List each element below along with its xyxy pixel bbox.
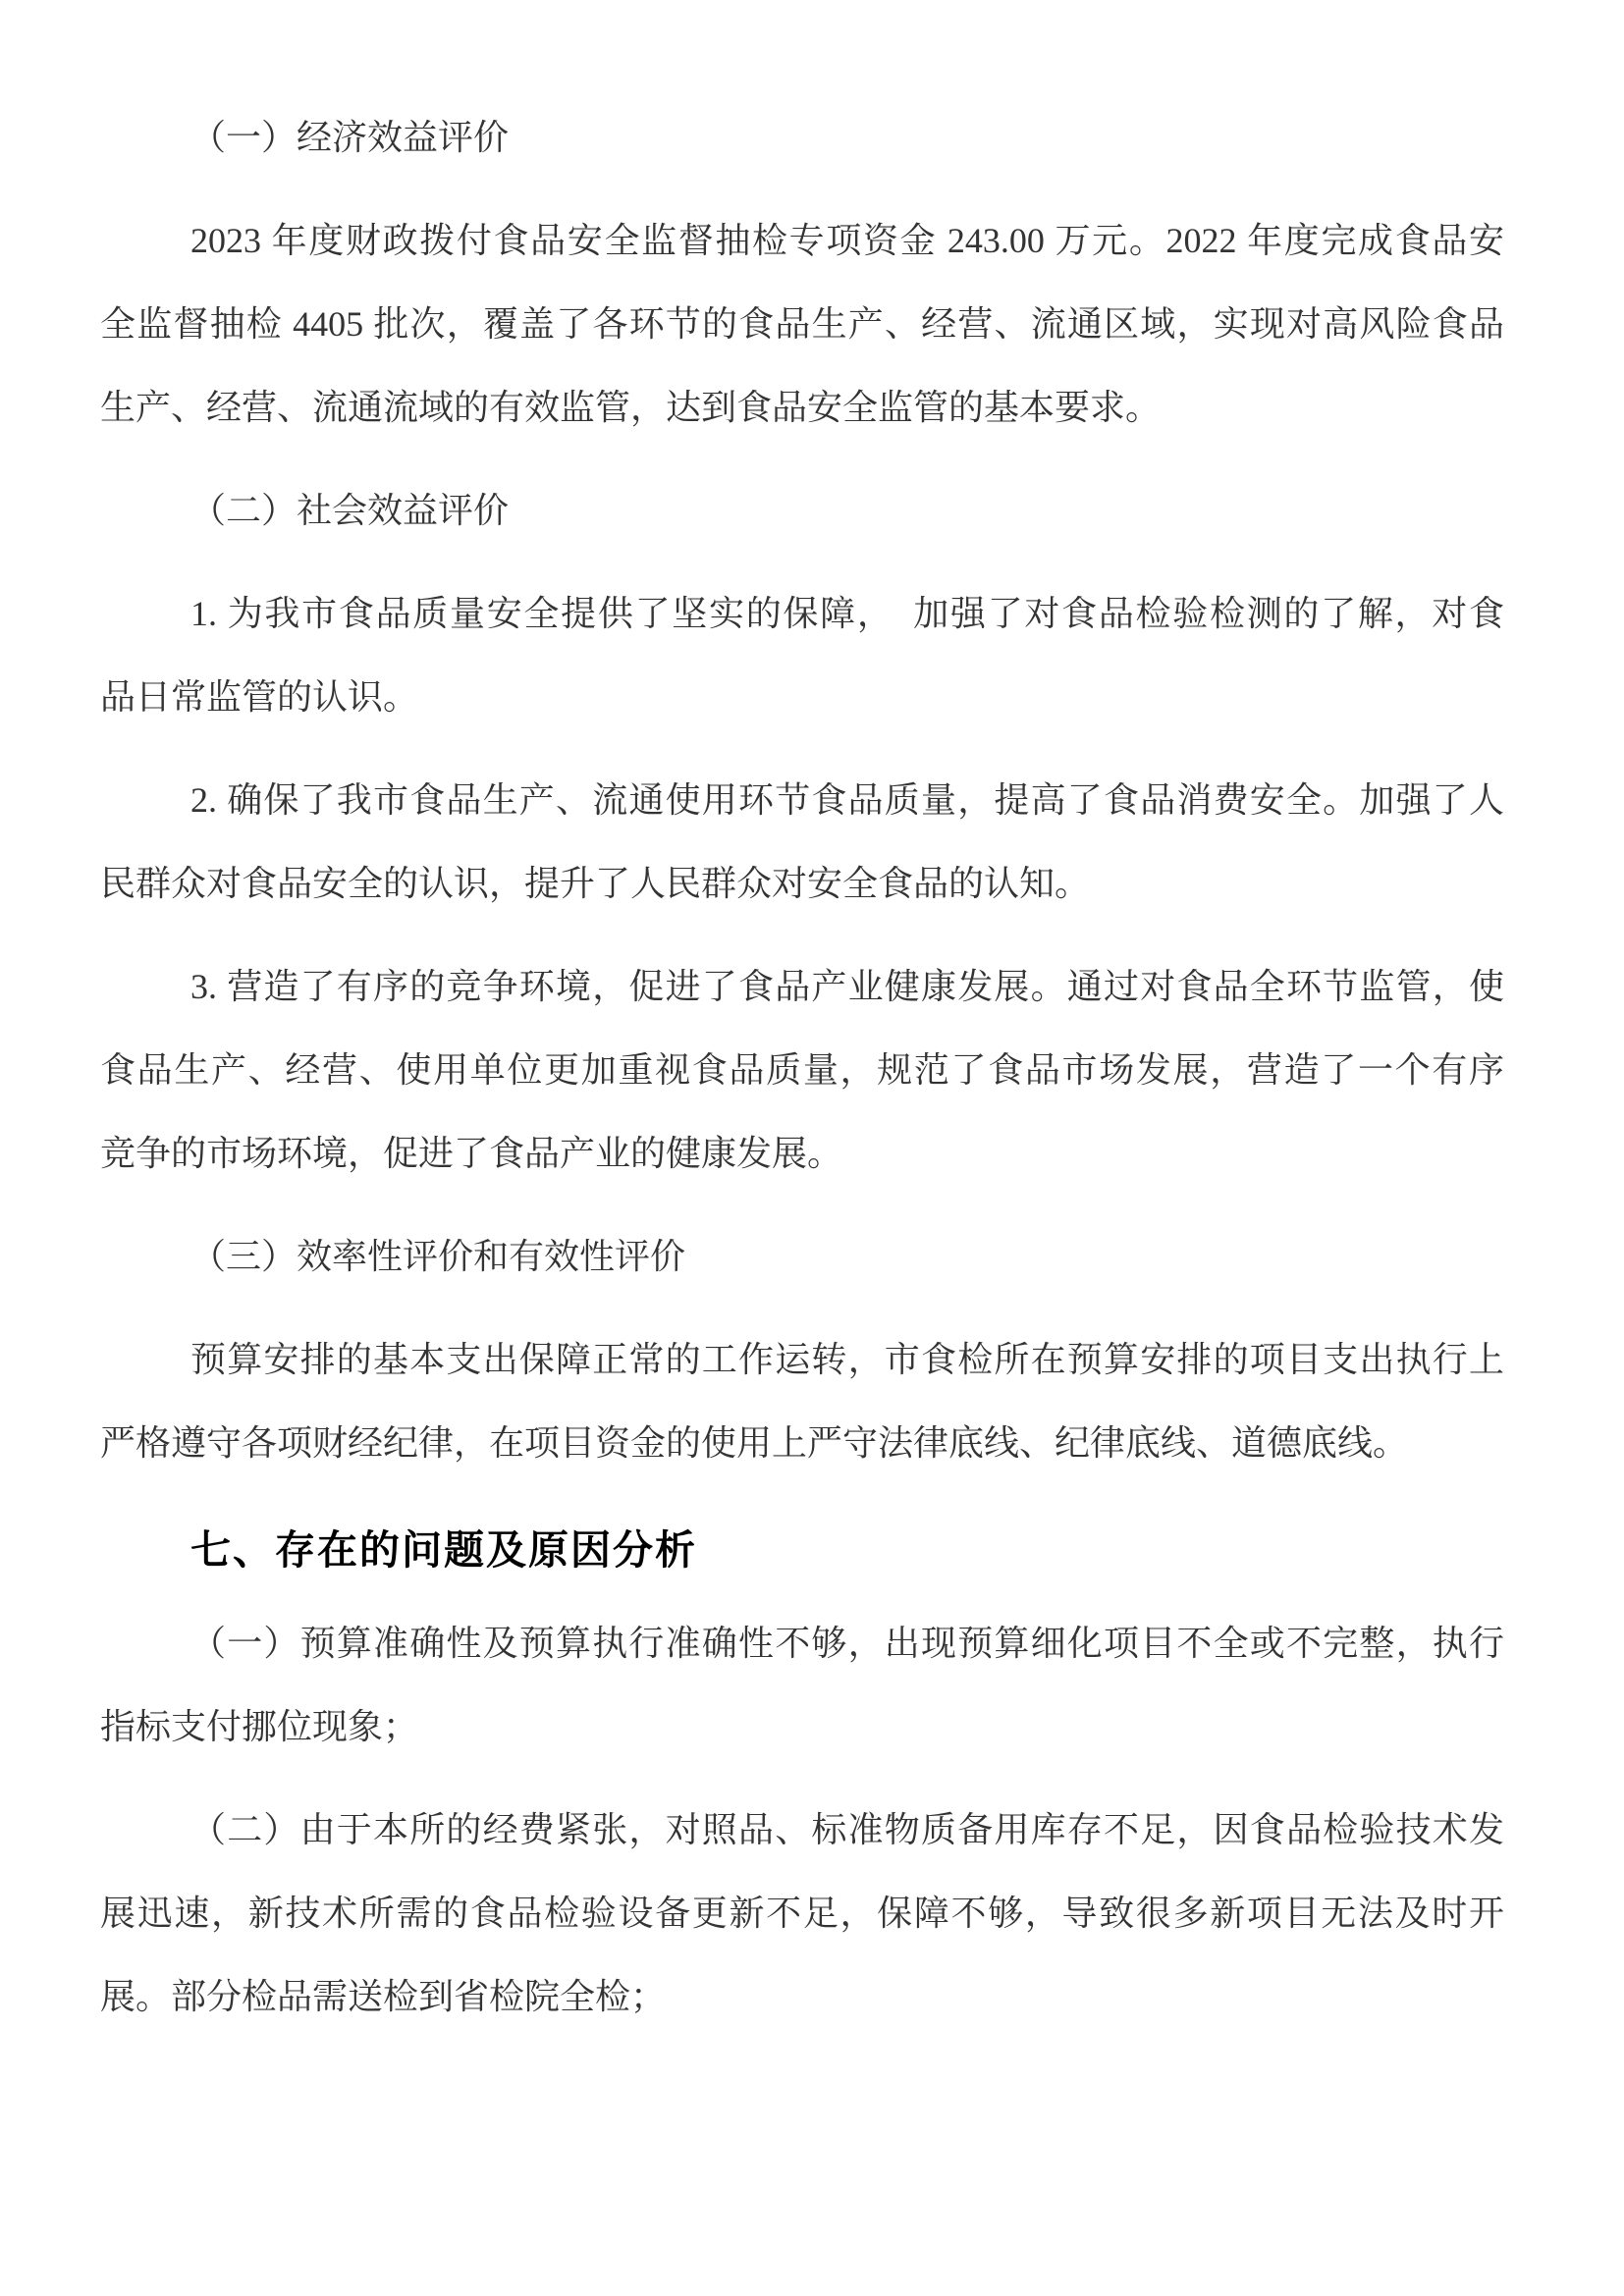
subsection-title-efficiency <box>100 1215 1504 1299</box>
text-line: 2. 确保了我市食品生产、流通使用环节食品质量，提高了食品消费安全。加强了人 <box>190 780 1504 820</box>
text-line: 预算安排的基本支出保障正常的工作运转，市食检所在预算安排的项目支出执行上 <box>190 1340 1504 1379</box>
text-line: （二）由于本所的经费紧张，对照品、标准物质备用库存不足，因食品检验技术发 <box>190 1810 1504 1849</box>
text-line: 1. 为我市食品质量安全提供了坚实的保障， 加强了对食品检验检测的了解，对食 <box>190 594 1504 633</box>
text-line: 民群众对食品安全的认识，提升了人民群众对安全食品的认知。 <box>100 864 1091 903</box>
text-line: 展迅速，新技术所需的食品检验设备更新不足，保障不够，导致很多新项目无法及时开 <box>100 1894 1504 1933</box>
text-line: 3. 营造了有序的竞争环境，促进了食品产业健康发展。通过对食品全环节监管，使 <box>190 967 1504 1006</box>
subsection-title-economic-benefit <box>100 96 1504 180</box>
paragraph-problem-2 <box>100 1789 1504 2039</box>
text-line: 严格遵守各项财经纪律，在项目资金的使用上严守法律底线、纪律底线、道德底线。 <box>100 1423 1409 1463</box>
text-line: 品日常监管的认识。 <box>100 677 419 717</box>
text-line: 2023 年度财政拨付食品安全监督抽检专项资金 243.00 万元。2022 年度完成食品安 <box>190 221 1504 260</box>
text-line: 生产、经营、流通流域的有效监管，达到食品安全监管的基本要求。 <box>100 388 1162 427</box>
text-line: 指标支付挪位现象； <box>100 1707 419 1746</box>
text-line: （一）经济效益评价 <box>190 118 510 157</box>
paragraph-problem-1 <box>100 1602 1504 1769</box>
section-heading-problems <box>100 1509 1504 1592</box>
paragraph-economic-benefit <box>100 199 1504 450</box>
text-line: 竞争的市场环境，促进了食品产业的健康发展。 <box>100 1134 843 1173</box>
text-line: （一）预算准确性及预算执行准确性不够，出现预算细化项目不全或不完整，执行 <box>190 1624 1504 1663</box>
paragraph-efficiency <box>100 1318 1504 1485</box>
text-line: 七、存在的问题及原因分析 <box>190 1527 697 1573</box>
subsection-title-social-benefit <box>100 469 1504 553</box>
text-line: 全监督抽检 4405 批次，覆盖了各环节的食品生产、经营、流通区域，实现对高风险食品 <box>100 304 1504 344</box>
text-line: 展。部分检品需送检到省检院全检； <box>100 1977 667 2016</box>
paragraph-social-benefit-3 <box>100 945 1504 1196</box>
document-body <box>100 96 1504 2039</box>
paragraph-social-benefit-1 <box>100 572 1504 739</box>
text-line: 食品生产、经营、使用单位更加重视食品质量，规范了食品市场发展，营造了一个有序 <box>100 1050 1504 1090</box>
paragraph-social-benefit-2 <box>100 759 1504 926</box>
text-line: （三）效率性评价和有效性评价 <box>190 1237 686 1276</box>
text-line: （二）社会效益评价 <box>190 491 510 530</box>
